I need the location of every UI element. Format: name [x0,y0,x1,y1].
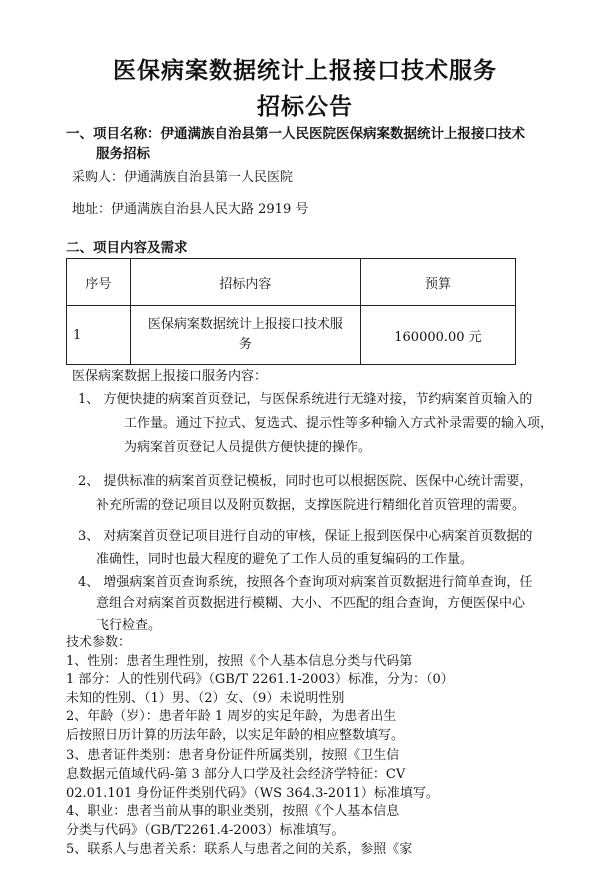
table-cell-content-line2: 务 [238,337,252,352]
table-cell-content [130,306,360,365]
table-header-content: 招标内容 [130,259,360,306]
section1-heading-cont: 服务招标 [96,146,150,162]
tech-line-10: 分类与代码》（GB/T2261.4-2003）标准填写。 [66,823,345,838]
tech-params-title: 技术参数： [66,635,132,650]
tech-line-3: 未知的性别、（1）男、（2）女、（9）未说明性别 [66,691,345,706]
table-cell-index: 1 [67,306,131,365]
address-line: 地址：伊通满族自治县人民大路 2919 号 [72,202,309,217]
table-row [67,306,516,365]
item3-line2: 准确性，同时也最大程度的避免了工作人员的重复编码的工作量。 [96,552,474,567]
tech-line-5: 后按照日历计算的历法年龄，以实足年龄的相应整数填写。 [66,728,405,743]
tech-line-7: 息数据元值域代码-第 3 部分人口学及社会经济学特征：CV [66,767,406,782]
table-header-row [67,259,516,306]
item1-line2: 工作量。通过下拉式、复选式、提示性等多种输入方式补录需要的输入项， [124,416,554,431]
tech-line-1: 1、性别：患者生理性别，按照《个人基本信息分类与代码第 [66,654,413,669]
table-header-budget: 预算 [360,259,515,306]
tech-line-2: 1 部分：人的性别代码》（GB/T 2261.1-2003）标准，分为：（0） [66,672,454,687]
tech-line-11: 5、联系人与患者关系：联系人与患者之间的关系，参照《家 [66,842,413,857]
tech-line-6: 3、患者证件类别：患者身份证件所属类别，按照《卫生信 [66,748,400,763]
table-cell-budget: 160000.00 元 [360,306,515,365]
item4-line2: 意组合对病案首页数据进行模糊、大小、不匹配的组合查询，方便医保中心 [96,596,526,611]
item3-line1: 3、 对病案首页登记项目进行自动的审核，保证上报到医保中心病案首页数据的 [78,529,533,544]
item4-line1: 4、 增强病案首页查询系统，按照各个查询项对病案首页数据进行简单查询，任 [78,575,533,590]
item2-line2: 补充所需的登记项目以及附页数据，支撑医院进行精细化首页管理的需要。 [96,498,526,513]
table-header-index: 序号 [67,259,131,306]
tech-line-4: 2、年龄（岁）：患者年龄 1 周岁的实足年龄，为患者出生 [66,709,397,724]
section2-heading: 二、项目内容及需求 [66,240,188,256]
item1-line1: 1、 方便快捷的病案首页登记，与医保系统进行无缝对接，节约病案首页输入的 [78,392,533,407]
document-title-line1: 医保病案数据统计上报接口技术服务 [113,57,497,84]
tech-line-9: 4、职业：患者当前从事的职业类别，按照《个人基本信息 [66,804,400,819]
document-title-line2: 招标公告 [257,93,353,120]
bid-table [66,258,516,365]
item2-line1: 2、 提供标准的病案首页登记模板，同时也可以根据医院、医保中心统计需要， [78,474,533,489]
table-cell-content-line1: 医保病案数据统计上报接口技术服 [147,317,343,332]
buyer-line: 采购人：伊通满族自治县第一人民医院 [72,170,294,185]
item1-line3: 为病案首页登记人员提供方便快捷的操作。 [124,440,372,455]
tech-line-8: 02.01.101 身份证件类别代码》（WS 364.3-2011）标准填写。 [66,786,439,801]
item4-line3: 飞行检查。 [96,618,162,633]
section1-heading: 一、项目名称：伊通满族自治县第一人民医院医保病案数据统计上报接口技术 [66,126,525,142]
content-title: 医保病案数据上报接口服务内容： [72,369,268,384]
